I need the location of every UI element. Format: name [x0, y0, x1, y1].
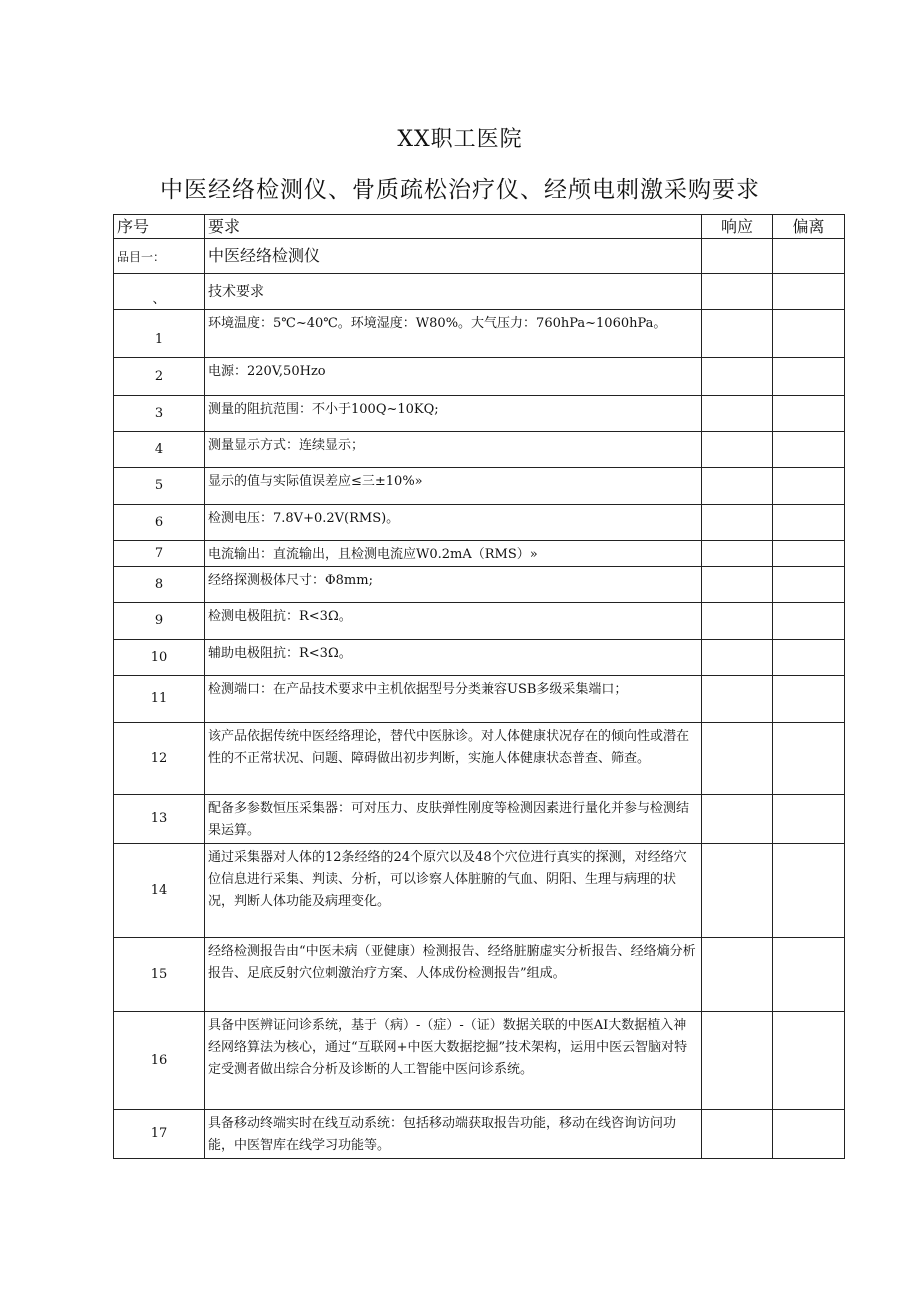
row-deviation-cell — [773, 676, 845, 723]
row-requirement: 该产品依据传统中医经络理论，替代中医脉诊。对人体健康状况存在的倾向性或潜在性的不正常状况、问题、障碍做出初步判断，实施人体健康状态普查、筛查。 — [205, 723, 702, 795]
row-requirement: 电源：220V,50Hzo — [205, 358, 702, 396]
row-response-cell — [702, 676, 773, 723]
row-deviation-cell — [773, 358, 845, 396]
table-row — [114, 468, 845, 505]
row-response-cell — [702, 432, 773, 468]
category-label-text: 品目一： — [117, 249, 166, 264]
row-response-cell — [702, 505, 773, 541]
hospital-title: XX职工医院 — [397, 127, 523, 152]
row-deviation-cell — [773, 844, 845, 938]
row-response-cell — [702, 844, 773, 938]
row-requirement: 检测电极阻抗：R<3Ω。 — [205, 603, 702, 640]
row-requirement: 电流输出：直流输出，且检测电流应W0.2mA（RMS）» — [205, 541, 702, 567]
section-response-cell — [702, 274, 773, 310]
table-row — [114, 541, 845, 567]
row-response-cell — [702, 1110, 773, 1159]
category-label — [114, 239, 205, 274]
row-response-cell — [702, 723, 773, 795]
row-deviation-cell — [773, 795, 845, 844]
row-deviation-cell — [773, 938, 845, 1012]
row-number: 14 — [114, 844, 205, 938]
header-seq: 序号 — [114, 215, 205, 239]
header-requirement: 要求 — [205, 215, 702, 239]
row-deviation-cell — [773, 1110, 845, 1159]
row-response-cell — [702, 541, 773, 567]
table-row — [114, 358, 845, 396]
row-response-cell — [702, 310, 773, 358]
row-requirement: 通过采集器对人体的12条经络的24个原穴以及48个穴位进行真实的探测，对经络穴位信息进行采集、判读、分析，可以诊察人体脏腑的气血、阴阳、生理与病理的状况，判断人体功能及病理变化。 — [205, 844, 702, 938]
row-requirement: 经络检测报告由“中医未病（亚健康）检测报告、经络脏腑虚实分析报告、经络熵分析报告、足底反射穴位刺激治疗方案、人体成份检测报告”组成。 — [205, 938, 702, 1012]
table-row — [114, 310, 845, 358]
category-name: 中医经络检测仪 — [205, 239, 702, 274]
row-deviation-cell — [773, 1012, 845, 1110]
category-response-cell — [702, 239, 773, 274]
header-response: 响应 — [702, 215, 773, 239]
table-row — [114, 723, 845, 795]
row-deviation-cell — [773, 541, 845, 567]
row-deviation-cell — [773, 468, 845, 505]
row-number: 16 — [114, 1012, 205, 1110]
table-row — [114, 795, 845, 844]
table-row — [114, 676, 845, 723]
row-response-cell — [702, 640, 773, 676]
row-response-cell — [702, 603, 773, 640]
section-row — [114, 274, 845, 310]
row-deviation-cell — [773, 567, 845, 603]
table-row — [114, 1012, 845, 1110]
row-deviation-cell — [773, 640, 845, 676]
row-number: 12 — [114, 723, 205, 795]
row-number: 7 — [114, 541, 205, 567]
row-response-cell — [702, 396, 773, 432]
row-deviation-cell — [773, 505, 845, 541]
row-deviation-cell — [773, 723, 845, 795]
row-number: 15 — [114, 938, 205, 1012]
table-row — [114, 1110, 845, 1159]
table-row — [114, 938, 845, 1012]
row-response-cell — [702, 468, 773, 505]
row-number: 10 — [114, 640, 205, 676]
row-number: 11 — [114, 676, 205, 723]
category-deviation-cell — [773, 239, 845, 274]
row-requirement: 经络探测极体尺寸：Φ8mm; — [205, 567, 702, 603]
row-response-cell — [702, 1012, 773, 1110]
row-requirement: 具备移动终端实时在线互动系统：包括移动端获取报告功能，移动在线咨询访问功能，中医智库在线学习功能等。 — [205, 1110, 702, 1159]
row-requirement: 辅助电极阻抗：R<3Ω。 — [205, 640, 702, 676]
row-deviation-cell — [773, 396, 845, 432]
table-row — [114, 432, 845, 468]
row-requirement: 显示的值与实际值误差应≤三±10%» — [205, 468, 702, 505]
row-response-cell — [702, 358, 773, 396]
document-title: 中医经络检测仪、骨质疏松治疗仪、经颅电刺激采购要求 — [160, 177, 760, 203]
row-requirement: 配备多参数恒压采集器：可对压力、皮肤弹性刚度等检测因素进行量化并参与检测结果运算。 — [205, 795, 702, 844]
category-row — [114, 239, 845, 274]
row-number: 9 — [114, 603, 205, 640]
row-response-cell — [702, 938, 773, 1012]
table-header-row — [114, 215, 845, 239]
row-response-cell — [702, 795, 773, 844]
section-name: 技术要求 — [205, 274, 702, 310]
row-deviation-cell — [773, 432, 845, 468]
row-requirement: 环境温度：5℃~40℃。环境湿度：W80%。大气压力：760hPa~1060hPa。 — [205, 310, 702, 358]
row-response-cell — [702, 567, 773, 603]
table-row — [114, 603, 845, 640]
row-requirement: 测量的阻抗范围：不小于100Q~10KQ; — [205, 396, 702, 432]
table-row — [114, 640, 845, 676]
row-number: 4 — [114, 432, 205, 468]
row-requirement: 测量显示方式：连续显示； — [205, 432, 702, 468]
row-number: 5 — [114, 468, 205, 505]
table-row — [114, 396, 845, 432]
table-row — [114, 567, 845, 603]
row-number: 1 — [114, 310, 205, 358]
section-mark-cell — [114, 274, 205, 310]
section-deviation-cell — [773, 274, 845, 310]
row-number: 3 — [114, 396, 205, 432]
row-number: 8 — [114, 567, 205, 603]
section-mark: 、 — [152, 291, 166, 307]
row-requirement: 检测电压：7.8V+0.2V(RMS)。 — [205, 505, 702, 541]
table-row — [114, 844, 845, 938]
row-deviation-cell — [773, 603, 845, 640]
row-number: 13 — [114, 795, 205, 844]
row-number: 17 — [114, 1110, 205, 1159]
table-row — [114, 505, 845, 541]
row-requirement: 具备中医辨证问诊系统，基于（病）-（症）-（证）数据关联的中医AI大数据植入神经网络算法为核心，通过“互联网+中医大数据挖掘”技术架构，运用中医云智脑对特定受测者做出综合分析及诊断的人工智能中医问诊系统。 — [205, 1012, 702, 1110]
row-number: 2 — [114, 358, 205, 396]
row-deviation-cell — [773, 310, 845, 358]
row-requirement: 检测端口：在产品技术要求中主机依据型号分类兼容USB多级采集端口； — [205, 676, 702, 723]
requirements-table — [113, 214, 845, 1159]
row-number: 6 — [114, 505, 205, 541]
header-deviation: 偏离 — [773, 215, 845, 239]
